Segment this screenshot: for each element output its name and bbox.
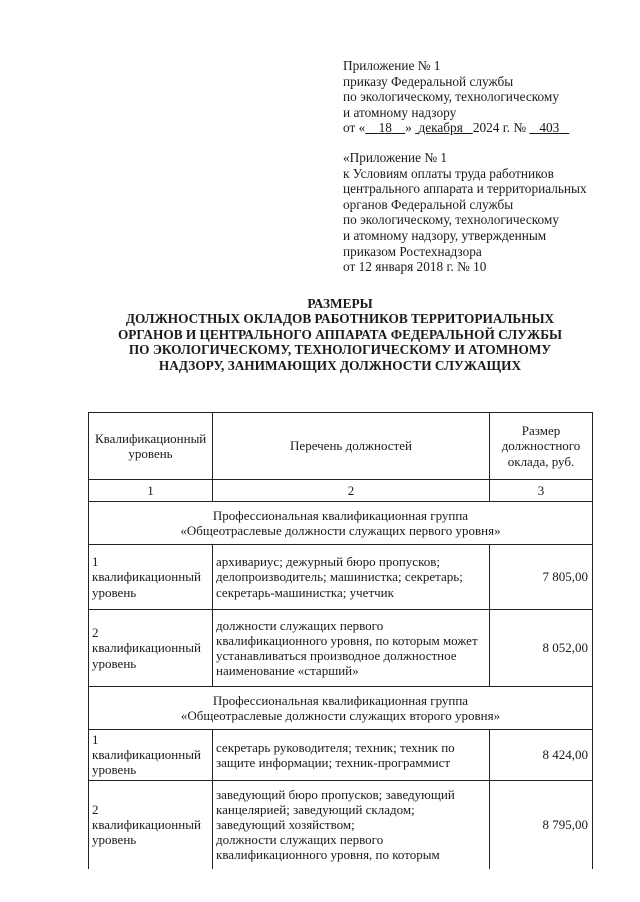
order-year: 2024 г. №: [472, 120, 527, 136]
appendix-line: приказу Федеральной службы: [343, 73, 514, 89]
quoted-line: центрального аппарата и территориальных: [343, 181, 587, 197]
qualification-level: 1 квалификационный уровень: [89, 730, 213, 781]
header-qualification-level: Квалификационный уровень: [89, 413, 213, 480]
group-header-row: [89, 687, 593, 730]
positions-list: должности служащих первого квалификационного уровня, по которым может устанавливаться производное должностное наименование «старший»: [213, 610, 490, 687]
order-date-line: [343, 120, 613, 136]
header-positions: Перечень должностей: [213, 413, 490, 480]
salary-table: [88, 412, 593, 869]
quoted-appendix: [343, 150, 628, 275]
appendix-line: Приложение № 1: [343, 58, 441, 73]
quoted-line: к Условиям оплаты труда работников: [343, 165, 554, 181]
quoted-line: по экологическому, технологическому: [343, 212, 559, 228]
appendix-line: и атомному надзору: [343, 104, 457, 120]
title-line: НАДЗОРУ, ЗАНИМАЮЩИХ ДОЛЖНОСТИ СЛУЖАЩИХ: [158, 357, 522, 373]
quoted-line: органов Федеральной службы: [343, 196, 514, 212]
positions-list: архивариус; дежурный бюро пропусков; делопроизводитель; машинистка; секретарь; секретарь-машинистка; учетчик: [213, 545, 490, 610]
group-title: Профессиональная квалификационная группа «Общеотраслевые должности служащих первого уровня»: [89, 502, 593, 545]
column-number: 3: [490, 480, 593, 502]
order-day: 18: [378, 120, 392, 136]
column-number: 2: [213, 480, 490, 502]
date-mid: »: [405, 120, 412, 136]
positions-list: секретарь руководителя; техник; техник по защите информации; техник-программист: [213, 730, 490, 781]
salary-value: 8 795,00: [490, 780, 593, 869]
table-row: [89, 610, 593, 687]
order-month: декабря: [418, 120, 463, 136]
quoted-line: приказом Ростехнадзора: [343, 243, 482, 259]
salary-value: 7 805,00: [490, 545, 593, 610]
title-line: ОРГАНОВ И ЦЕНТРАЛЬНОГО АППАРАТА ФЕДЕРАЛЬНОЙ СЛУЖБЫ: [117, 326, 563, 342]
table-row: [89, 545, 593, 610]
document-title: [90, 296, 590, 373]
group-header-row: [89, 502, 593, 545]
column-number: 1: [89, 480, 213, 502]
qualification-level: 2 квалификационный уровень: [89, 780, 213, 869]
salary-value: 8 052,00: [490, 610, 593, 687]
positions-list: заведующий бюро пропусков; заведующий канцелярией; заведующий складом; заведующий хозяйством; должности служащих первого квалификационного уровня, по которым: [213, 780, 490, 869]
table-row: [89, 780, 593, 869]
appendix-header: [343, 58, 613, 136]
date-prefix: от «: [343, 120, 366, 136]
quoted-line: и атомному надзору, утвержденным: [343, 227, 547, 243]
header-salary: Размер должностного оклада, руб.: [490, 413, 593, 480]
order-number: 403: [539, 120, 560, 136]
title-line: ПО ЭКОЛОГИЧЕСКОМУ, ТЕХНОЛОГИЧЕСКОМУ И АТОМНОМУ: [128, 342, 552, 358]
appendix-line: по экологическому, технологическому: [343, 89, 559, 105]
group-title: Профессиональная квалификационная группа «Общеотраслевые должности служащих второго уровня»: [89, 687, 593, 730]
quoted-line: «Приложение № 1: [343, 150, 447, 165]
table-header-row: [89, 413, 593, 480]
salary-value: 8 424,00: [490, 730, 593, 781]
column-number-row: [89, 480, 593, 502]
table-row: [89, 730, 593, 781]
qualification-level: 2 квалификационный уровень: [89, 610, 213, 687]
title-line: РАЗМЕРЫ: [307, 296, 373, 311]
title-line: ДОЛЖНОСТНЫХ ОКЛАДОВ РАБОТНИКОВ ТЕРРИТОРИАЛЬНЫХ: [125, 311, 555, 327]
qualification-level: 1 квалификационный уровень: [89, 545, 213, 610]
quoted-line: от 12 января 2018 г. № 10: [343, 259, 487, 275]
